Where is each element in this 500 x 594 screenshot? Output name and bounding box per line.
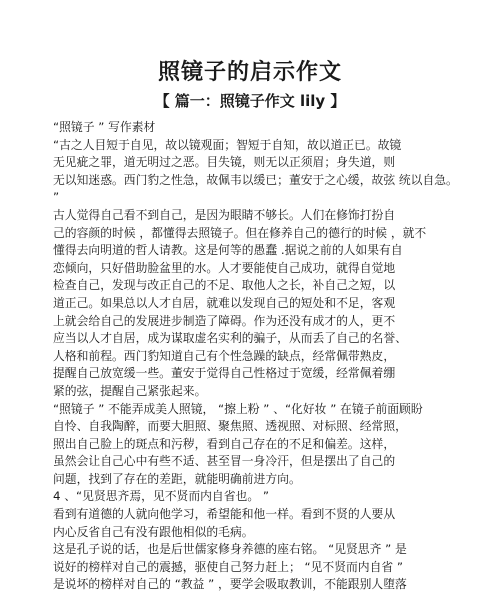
paragraph-line: 应当以人才自居，成为谋取虚名实利的骗子，从而丢了自己的名誉、 <box>53 331 407 346</box>
document-title: 照镜子的启示作文 <box>157 60 342 85</box>
paragraph-line: 虽然会让自己心中有些不适、甚至冒一身冷汗，但是摆出了自己的 <box>53 454 396 469</box>
paragraph-line: 恋倾向，只好借助脸盆里的水。人才要能使自己成功，就得自觉地 <box>53 260 396 275</box>
paragraph-line: 无见疵之罪，道无明过之恶。目失镜，则无以正须眉；身失道，则 <box>53 155 396 170</box>
paragraph-line: 是说坏的榜样对自己的 “教益 ” ，要学会吸取教训，不能跟别人堕落 <box>53 577 407 592</box>
paragraph-line: 自怜、自我陶醉，而要大胆照、聚焦照、透视照、对标照、经常照， <box>53 419 407 434</box>
paragraph-line: 说好的榜样对自己的震撼，驱使自己努力赶上； “见不贤而内自省 ” <box>53 559 404 574</box>
paragraph-line: 看到有道德的人就向他学习，希望能和他一样。看到不贤的人要从 <box>53 507 396 522</box>
paragraph-line: 人格和前程。西门豹知道自己有个性急躁的缺点，经常佩带熟皮， <box>53 348 396 363</box>
paragraph-line: 道正己。如果总以人才自居，就难以发现自己的短处和不足，客观 <box>53 295 396 310</box>
paragraph-line: 紧的弦，提醒自己紧张起来。 <box>53 383 207 398</box>
paragraph-line: “照镜子 ” 不能弄成美人照镜， “擦上粉 ” 、“化好妆 ” 在镜子前面顾盼 <box>53 401 423 416</box>
paragraph-line: 这是孔子说的话，也是后世儒家修身养德的座右铭。 “见贤思齐 ” 是 <box>53 542 407 557</box>
paragraph-line: 检查自己，发现与改正自己的不足、取他人之长，补自己之短，以 <box>53 278 396 293</box>
paragraph-line: 照出自己脸上的斑点和污秽，看到自己存在的不足和偏差。这样， <box>53 436 396 451</box>
paragraph-line: 上就会给自己的发展进步制造了障碍。作为还没有成才的人，更不 <box>53 313 396 328</box>
paragraph-line: “照镜子 ” 写作素材 <box>53 120 156 134</box>
paragraph-line: 问题，找到了存在的差距，就能明确前进方向。 <box>53 471 301 486</box>
paragraph-line: 内心反省自己有没有跟他相似的毛病。 <box>53 524 254 539</box>
paragraph-line: 古人觉得自己看不到自己，是因为眼睛不够长。人们在修饰打扮自 <box>53 207 396 222</box>
paragraph-line: “古之人目短于自见，故以镜观面；智短于自知，故以道正已。故镜 <box>53 137 402 152</box>
document-body <box>53 119 493 594</box>
paragraph-line: 无以知迷惑。西门豹之性急，故佩韦以缓已；董安于之心缓，故弦 统以自急。 <box>53 172 458 187</box>
paragraph-line: ” <box>53 190 60 205</box>
paragraph-line: 提醒自己放宽缓一些。董安于觉得自己性格过于宽缓，经常佩着绷 <box>53 366 396 381</box>
document-subtitle: 【 篇一：照镜子作文 lily 】 <box>154 92 346 110</box>
paragraph-line: 己的容颜的时候 ，都懂得去照镜子。但在修养自己的德行的时候 ，就不 <box>53 225 427 240</box>
paragraph-line: 懂得去向明道的哲人请教。这是何等的愚蠢 .据说之前的人如果有自 <box>53 243 403 258</box>
paragraph-line: 4 、“见贤思齐焉，见不贤而内自省也。 ” <box>53 489 269 504</box>
